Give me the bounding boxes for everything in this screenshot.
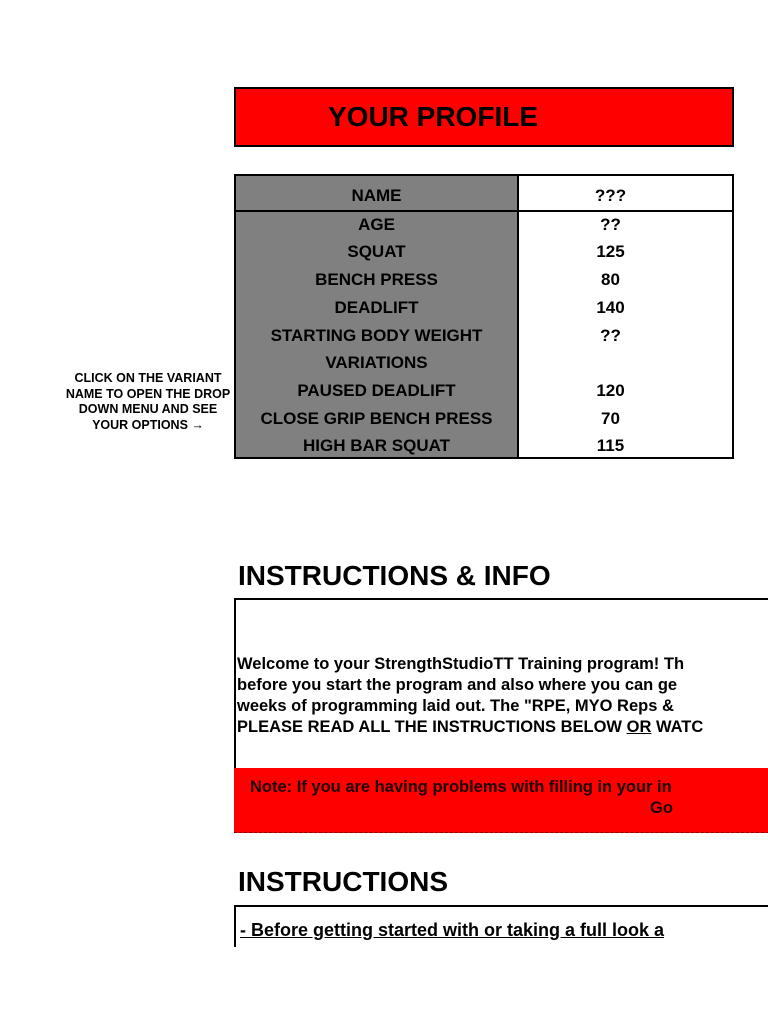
welcome-text bbox=[237, 654, 707, 744]
welcome-line: Welcome to your StrengthStudioTT Training program! Th bbox=[237, 655, 685, 673]
welcome-line: weeks of programming laid out. The "RPE, MYO Reps & bbox=[237, 697, 674, 715]
row-label-bench: BENCH PRESS bbox=[315, 270, 438, 289]
watch-text: WATC bbox=[651, 718, 704, 736]
info-heading: INSTRUCTIONS & INFO bbox=[238, 560, 551, 591]
profile-title: YOUR PROFILE bbox=[327, 101, 538, 132]
name-value-cell[interactable]: ??? bbox=[594, 186, 627, 205]
or-emphasis: OR bbox=[626, 718, 652, 736]
profile-table bbox=[234, 174, 734, 459]
hint-line: YOUR OPTIONS → bbox=[92, 417, 204, 432]
hint-line: DOWN MENU AND SEE bbox=[78, 402, 218, 416]
row-divider bbox=[236, 210, 732, 212]
read-instructions-text: PLEASE READ ALL THE INSTRUCTIONS BELOW bbox=[237, 718, 627, 736]
instructions-heading: INSTRUCTIONS bbox=[238, 866, 448, 897]
variant-dropdown-high-bar-squat[interactable]: HIGH BAR SQUAT bbox=[302, 436, 450, 455]
welcome-line: before you start the program and also where you can ge bbox=[237, 676, 678, 694]
row-label-name: NAME bbox=[351, 186, 402, 205]
squat-value-cell[interactable]: 125 bbox=[596, 242, 625, 261]
row-label-deadlift: DEADLIFT bbox=[334, 298, 419, 317]
variant-hint-note bbox=[58, 371, 238, 433]
bodyweight-value-cell[interactable]: ?? bbox=[600, 326, 621, 345]
profile-banner bbox=[234, 87, 734, 147]
hint-line: NAME TO OPEN THE DROP bbox=[65, 386, 231, 401]
age-value-cell[interactable]: ?? bbox=[600, 215, 621, 234]
note-text: Note: If you are having problems with filling in your in bbox=[250, 778, 672, 796]
instructions-first-line: - Before getting started with or taking a full look a bbox=[240, 920, 665, 940]
row-label-age: AGE bbox=[358, 215, 395, 234]
deadlift-value-cell[interactable]: 140 bbox=[596, 298, 625, 317]
variant-dropdown-close-grip-bench[interactable]: CLOSE GRIP BENCH PRESS bbox=[260, 409, 493, 428]
bench-value-cell[interactable]: 80 bbox=[601, 270, 620, 289]
row-label-variations: VARIATIONS bbox=[325, 353, 428, 372]
hint-line: CLICK ON THE VARIANT bbox=[74, 371, 222, 385]
paused-deadlift-value-cell[interactable]: 120 bbox=[596, 381, 625, 400]
row-label-bodyweight: STARTING BODY WEIGHT bbox=[270, 326, 483, 345]
welcome-line bbox=[237, 717, 707, 738]
variant-dropdown-paused-deadlift[interactable]: PAUSED DEADLIFT bbox=[297, 381, 456, 400]
close-grip-bench-value-cell[interactable]: 70 bbox=[601, 409, 620, 428]
row-label-squat: SQUAT bbox=[347, 242, 406, 261]
high-bar-squat-value-cell[interactable]: 115 bbox=[596, 436, 625, 455]
note-text-continued: Go bbox=[650, 799, 673, 817]
